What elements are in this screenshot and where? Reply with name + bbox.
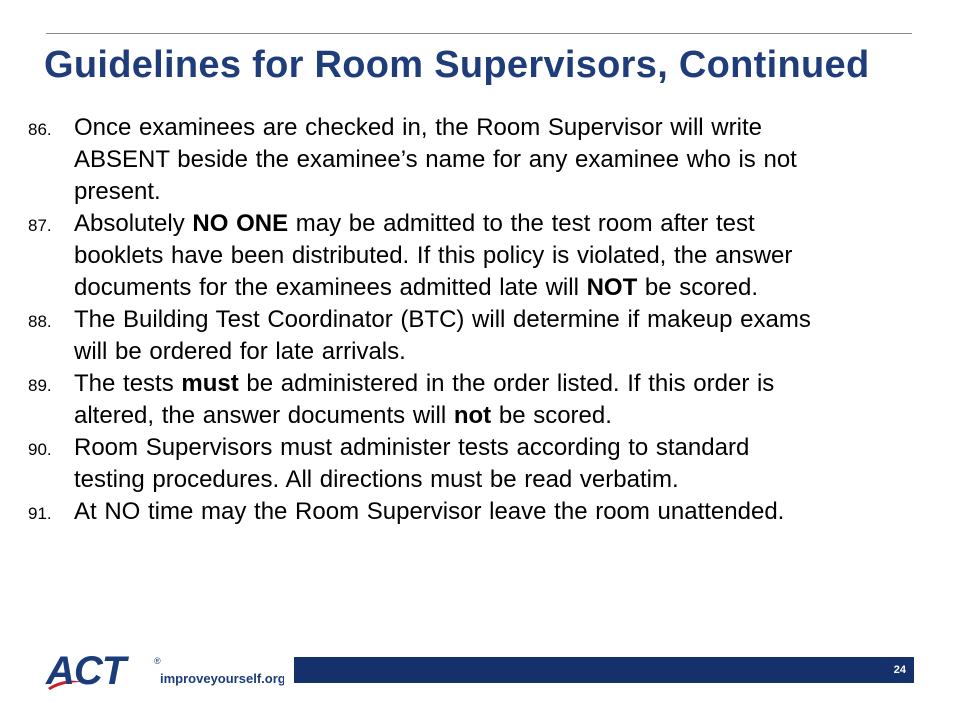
guideline-text: present. bbox=[74, 178, 161, 205]
guideline-text: Once examinees are checked in, the Room Supervisor will write bbox=[74, 114, 762, 141]
guideline-text: be administered in the order listed. If this order is bbox=[238, 370, 775, 397]
guideline-text: will be ordered for late arrivals. bbox=[74, 338, 406, 365]
emphasis-text: NO ONE bbox=[192, 210, 289, 237]
guideline-text-line bbox=[74, 144, 960, 176]
guideline-text: altered, the answer documents will bbox=[74, 402, 454, 429]
guideline-item bbox=[0, 112, 960, 208]
guideline-number: 86. bbox=[28, 120, 52, 139]
guideline-item bbox=[0, 368, 960, 432]
guideline-item bbox=[0, 432, 960, 496]
guideline-text-line bbox=[74, 112, 960, 144]
guideline-text: be scored. bbox=[491, 402, 612, 429]
top-divider bbox=[46, 33, 912, 34]
guidelines-list bbox=[0, 112, 960, 528]
guideline-text: At NO time may the Room Supervisor leave the room unattended. bbox=[74, 498, 785, 525]
guideline-item bbox=[0, 496, 960, 528]
guideline-number: 89. bbox=[28, 376, 52, 395]
emphasis-text: not bbox=[453, 402, 492, 429]
guideline-text-line bbox=[74, 240, 960, 272]
guideline-text: booklets have been distributed. If this policy is violated, the answer bbox=[74, 242, 793, 269]
guideline-text-line bbox=[74, 368, 960, 400]
guideline-text: testing procedures. All directions must be read verbatim. bbox=[74, 466, 679, 493]
guideline-text: ABSENT beside the examinee’s name for any examinee who is not bbox=[74, 146, 797, 173]
emphasis-text: must bbox=[181, 370, 239, 397]
guideline-number: 88. bbox=[28, 312, 52, 331]
emphasis-text: NOT bbox=[586, 274, 638, 301]
logo-registered-mark: ® bbox=[154, 656, 161, 666]
guideline-text: be scored. bbox=[637, 274, 758, 301]
guideline-text: Absolutely bbox=[74, 210, 193, 237]
guideline-item bbox=[0, 304, 960, 368]
guideline-text-line bbox=[74, 272, 960, 304]
guideline-text-line bbox=[74, 176, 960, 208]
guideline-item bbox=[0, 208, 960, 304]
page-number: 24 bbox=[893, 664, 906, 676]
logo-tagline: improveyourself.org bbox=[160, 671, 284, 686]
slide-title: Guidelines for Room Supervisors, Continued bbox=[44, 44, 870, 86]
guideline-text: documents for the examinees admitted late will bbox=[74, 274, 587, 301]
guideline-number: 90. bbox=[28, 440, 52, 459]
guideline-number: 87. bbox=[28, 216, 52, 235]
guideline-text-line bbox=[74, 496, 960, 528]
guideline-text: The tests bbox=[74, 370, 182, 397]
guideline-text-line bbox=[74, 432, 960, 464]
guideline-number: 91. bbox=[28, 504, 52, 523]
logo-brand-text: ACT bbox=[46, 650, 126, 693]
footer-bar bbox=[294, 657, 914, 683]
guideline-text-line bbox=[74, 336, 960, 368]
guideline-text: Room Supervisors must administer tests according to standard bbox=[74, 434, 750, 461]
guideline-text-line bbox=[74, 464, 960, 496]
guideline-text-line bbox=[74, 400, 960, 432]
guideline-text-line bbox=[74, 304, 960, 336]
guideline-text-line bbox=[74, 208, 960, 240]
guideline-text: The Building Test Coordinator (BTC) will determine if makeup exams bbox=[74, 306, 811, 333]
guideline-text: may be admitted to the test room after test bbox=[288, 210, 755, 237]
act-logo bbox=[44, 650, 284, 696]
act-logo-mark bbox=[44, 650, 284, 696]
